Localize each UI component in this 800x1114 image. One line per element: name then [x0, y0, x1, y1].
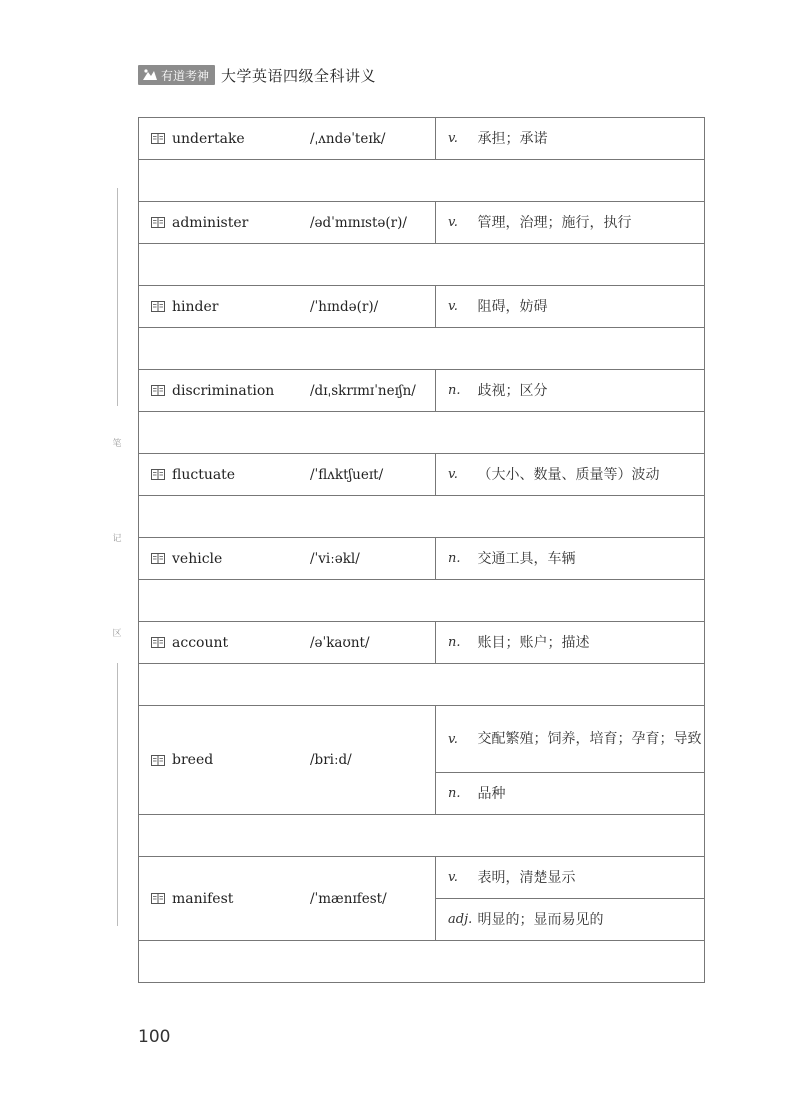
blank-note-cell	[139, 496, 705, 538]
blank-note-row	[139, 160, 705, 202]
part-of-speech: n.	[448, 383, 461, 398]
blank-note-row	[139, 815, 705, 857]
blank-note-cell	[139, 328, 705, 370]
part-of-speech: n.	[448, 551, 461, 566]
word-cell	[139, 706, 436, 815]
note-area-char-3: 区	[112, 629, 122, 639]
note-area-line-bottom	[117, 663, 118, 926]
book-icon	[151, 755, 165, 766]
part-of-speech: n.	[448, 786, 461, 801]
headword: discrimination	[172, 382, 275, 399]
headword: administer	[172, 214, 249, 231]
blank-note-row	[139, 664, 705, 706]
part-of-speech-cell	[436, 454, 478, 496]
book-icon	[151, 385, 165, 396]
book-title: 大学英语四级全科讲义	[221, 66, 377, 85]
phonetic: /dɪˌskrɪmɪˈneɪʃn/	[310, 382, 416, 399]
page-number: 100	[138, 1027, 171, 1047]
book-icon	[151, 637, 165, 648]
headword: fluctuate	[172, 466, 236, 483]
part-of-speech: v.	[448, 215, 458, 230]
blank-note-cell	[139, 160, 705, 202]
blank-note-row	[139, 941, 705, 983]
blank-note-row	[139, 328, 705, 370]
page-header	[138, 64, 376, 86]
headword: hinder	[172, 298, 219, 315]
blank-note-row	[139, 496, 705, 538]
part-of-speech-cell	[436, 202, 478, 244]
blank-note-row	[139, 244, 705, 286]
note-area-char-1: 笔	[112, 439, 122, 449]
part-of-speech: n.	[448, 635, 461, 650]
part-of-speech-cell	[436, 773, 478, 815]
part-of-speech-cell	[436, 286, 478, 328]
phonetic: /ˈflʌktʃueɪt/	[310, 466, 384, 483]
phonetic: /briːd/	[310, 752, 352, 768]
blank-note-cell	[139, 664, 705, 706]
word-cell	[139, 857, 436, 941]
phonetic: /ˌʌndəˈteɪk/	[310, 130, 386, 147]
phonetic: /əˈkaʊnt/	[310, 634, 370, 651]
headword: breed	[172, 752, 214, 768]
part-of-speech: adj.	[448, 912, 473, 927]
meaning: 管理，治理；施行，执行	[478, 202, 705, 244]
headword: account	[172, 634, 229, 651]
vocabulary-table	[138, 117, 705, 983]
phonetic: /ˈmænɪfest/	[310, 890, 387, 907]
phonetic: /ˈviːəkl/	[310, 550, 360, 567]
book-icon	[151, 217, 165, 228]
meaning: 明显的；显而易见的	[478, 899, 705, 941]
part-of-speech-cell	[436, 857, 478, 899]
word-cell	[139, 370, 436, 412]
word-cell	[139, 202, 436, 244]
part-of-speech: v.	[448, 870, 458, 885]
meaning: 品种	[478, 773, 705, 815]
part-of-speech: v.	[448, 131, 458, 146]
word-cell	[139, 538, 436, 580]
part-of-speech-cell	[436, 370, 478, 412]
part-of-speech: v.	[448, 467, 458, 482]
blank-note-cell	[139, 412, 705, 454]
vocab-entry-row	[139, 286, 705, 328]
blank-note-row	[139, 412, 705, 454]
brand-name: 有道考神	[161, 68, 210, 83]
headword: undertake	[172, 130, 245, 147]
vocab-entry-row	[139, 370, 705, 412]
book-icon	[151, 893, 165, 904]
book-icon	[151, 469, 165, 480]
vocab-entry-row	[139, 538, 705, 580]
part-of-speech: v.	[448, 731, 458, 747]
blank-note-cell	[139, 244, 705, 286]
phonetic: /ədˈmɪnɪstə(r)/	[310, 214, 407, 231]
blank-note-cell	[139, 941, 705, 983]
phonetic: /ˈhɪndə(r)/	[310, 298, 379, 315]
meaning: 账目；账户；描述	[478, 622, 705, 664]
note-area-line-top	[117, 188, 118, 406]
part-of-speech-cell	[436, 622, 478, 664]
book-icon	[151, 301, 165, 312]
part-of-speech: v.	[448, 299, 458, 314]
brand-badge	[138, 65, 215, 85]
meaning: 交通工具，车辆	[478, 538, 705, 580]
blank-note-cell	[139, 815, 705, 857]
vocab-entry-row	[139, 622, 705, 664]
blank-note-cell	[139, 580, 705, 622]
meaning: 交配繁殖；饲养，培育；孕育；导致	[478, 706, 705, 773]
book-icon	[151, 553, 165, 564]
part-of-speech-cell	[436, 706, 478, 773]
word-cell	[139, 286, 436, 328]
meaning: （大小、数量、质量等）波动	[478, 454, 705, 496]
blank-note-row	[139, 580, 705, 622]
meaning: 阻碍，妨碍	[478, 286, 705, 328]
vocab-entry-row	[139, 202, 705, 244]
word-cell	[139, 454, 436, 496]
vocab-entry-row	[139, 118, 705, 160]
meaning: 歧视；区分	[478, 370, 705, 412]
vocab-entry-row	[139, 706, 705, 773]
vocab-entry-row	[139, 857, 705, 899]
word-cell	[139, 622, 436, 664]
part-of-speech-cell	[436, 118, 478, 160]
note-area-char-2: 记	[112, 534, 122, 544]
book-icon	[151, 133, 165, 144]
headword: vehicle	[172, 550, 223, 567]
word-cell	[139, 118, 436, 160]
meaning: 承担；承诺	[478, 118, 705, 160]
headword: manifest	[172, 890, 234, 907]
meaning: 表明，清楚显示	[478, 857, 705, 899]
brand-logo-icon	[142, 68, 158, 82]
vocab-entry-row	[139, 454, 705, 496]
part-of-speech-cell	[436, 538, 478, 580]
part-of-speech-cell	[436, 899, 478, 941]
